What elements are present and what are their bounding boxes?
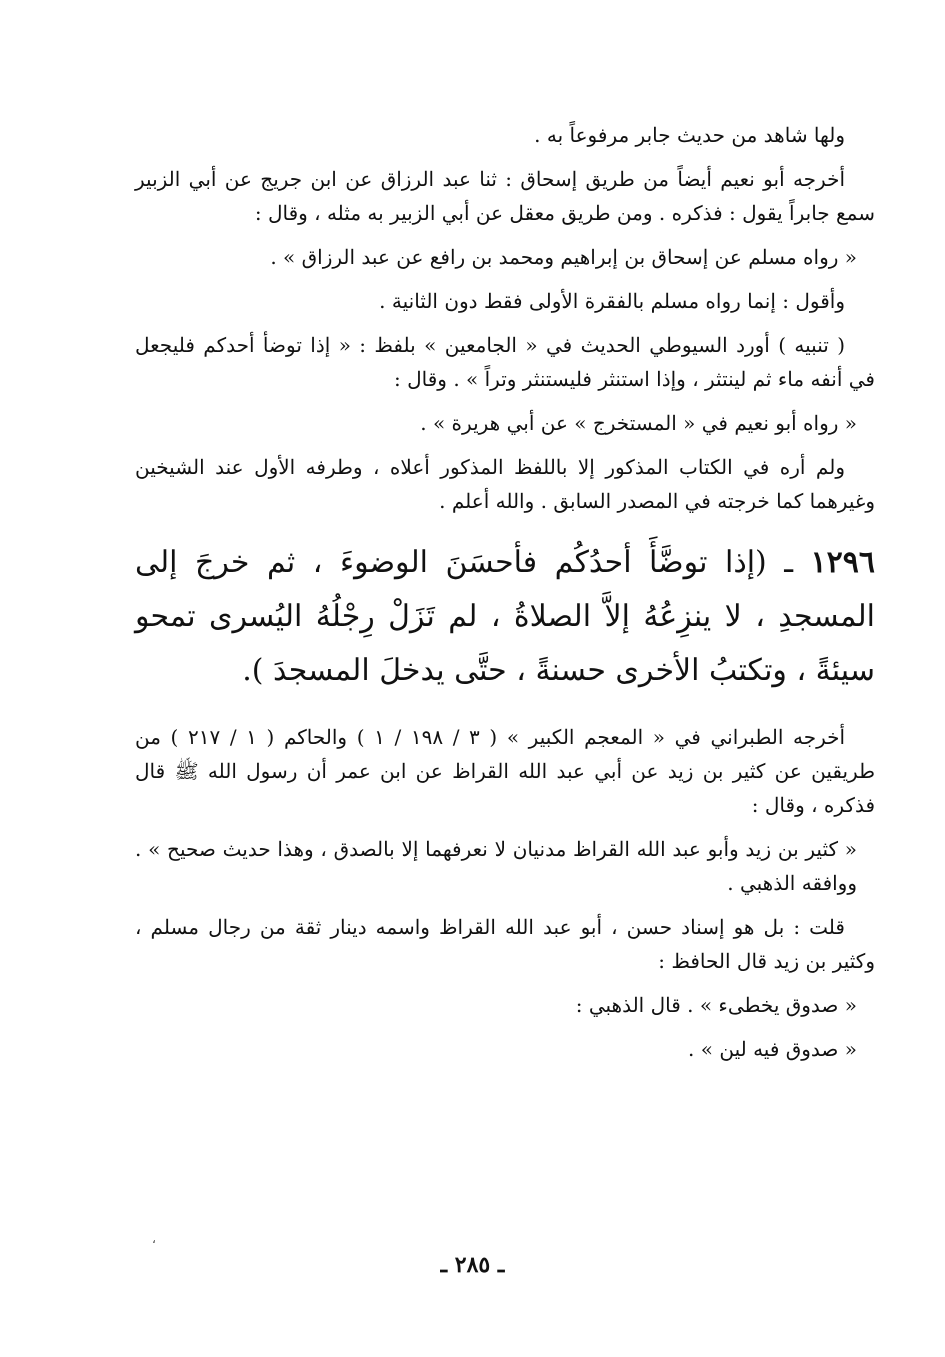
- paragraph-2: أخرجه أبو نعيم أيضاً من طريق إسحاق : ثنا عبد الرزاق عن ابن جريج عن أبي الزبير سمع جابراً يقول : فذكره . ومن طريق معقل عن أبي الزبير به مثله ، وقال :: [135, 167, 875, 225]
- hadith-text: (إذا توضَّأَ أحدُكُم فأحسَنَ الوضوءَ ، ثم خرجَ إلى المسجدِ ، لا ينزِعُهُ إلاَّ الصلاةُ ، لم تَزَلْ رِجْلُهُ اليُسرى تمحو سيئةً ، وتكتبُ الأخرى حسنةً ، حتَّى يدخلَ المسجدَ ).: [135, 545, 875, 688]
- page-number: ـ ٢٨٥ ـ: [440, 1252, 505, 1278]
- hadith-number: ١٢٩٦: [810, 545, 875, 580]
- quote-5: « صدوق فيه لين » .: [688, 1037, 857, 1061]
- margin-mark: ،: [152, 1232, 156, 1246]
- note-paragraph: ( تنبيه ) أورد السيوطي الحديث في « الجامعين » بلفظ : « إذا توضأ أحدكم فليجعل في أنفه ماء ثم لينتثر ، وإذا استنثر فليستنثر وتراً » . وقال :: [135, 333, 875, 391]
- quote-4: « صدوق يخطىء » . قال الذهبي :: [575, 993, 857, 1017]
- paragraph-1: ولها شاهد من حديث جابر مرفوعاً به .: [534, 123, 845, 147]
- hadith-dash: ـ: [766, 545, 811, 580]
- quote-1: « رواه مسلم عن إسحاق بن إبراهيم ومحمد بن رافع عن عبد الرزاق » .: [270, 245, 857, 269]
- hadith-block: [135, 536, 875, 698]
- quote-2: « رواه أبو نعيم في « المستخرج » عن أبي هريرة » .: [420, 411, 857, 435]
- top-text-block: [135, 118, 875, 1076]
- paragraph-4: ولم أره في الكتاب المذكور إلا باللفظ المذكور أعلاه ، وطرفه الأول عند الشيخين وغيرهما كما خرجته في المصدر السابق . والله أعلم .: [135, 455, 875, 513]
- comment-paragraph: قلت : بل هو إسناد حسن ، أبو عبد الله القراظ واسمه دينار ثقة من رجال مسلم ، وكثير بن زيد قال الحافظ :: [135, 915, 875, 973]
- takhrij-paragraph: أخرجه الطبراني في « المعجم الكبير » ( ٣ / ١٩٨ / ١ ) والحاكم ( ١ / ٢١٧ ) من طريقين عن كثير بن زيد عن أبي عبد الله القراظ عن ابن عمر أن رسول الله ﷺ قال فذكره ، وقال :: [135, 725, 875, 817]
- paragraph-3: وأقول : إنما رواه مسلم بالفقرة الأولى فقط دون الثانية .: [379, 289, 845, 313]
- quote-3: « كثير بن زيد وأبو عبد الله القراظ مدنيان لا نعرفهما إلا بالصدق ، وهذا حديث صحيح » . ووافقه الذهبي .: [135, 837, 857, 895]
